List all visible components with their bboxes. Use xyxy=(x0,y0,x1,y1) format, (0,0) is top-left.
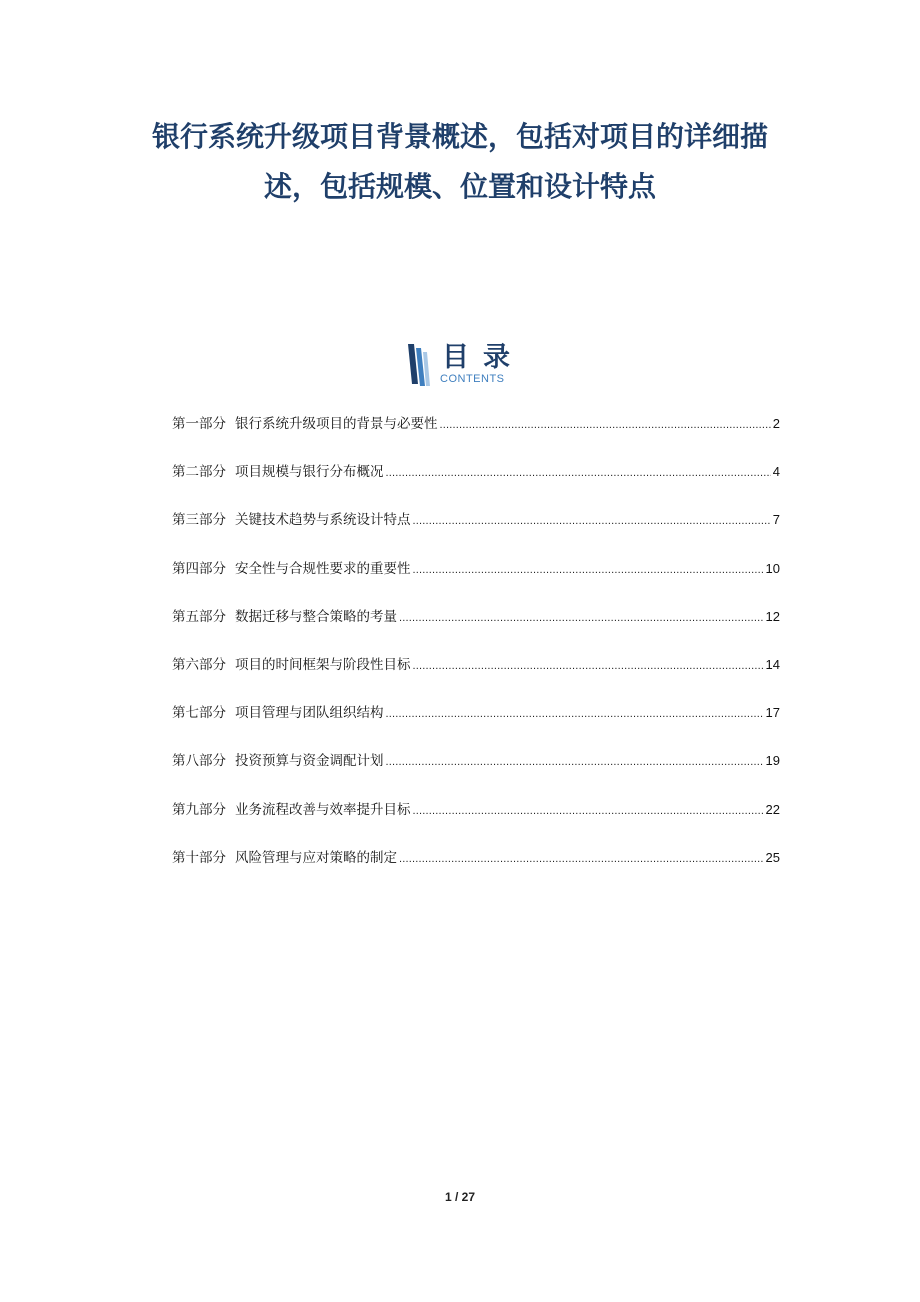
toc-entry-part: 第六部分 xyxy=(172,656,226,673)
toc-entry-page: 19 xyxy=(765,753,780,769)
toc-entry-page: 25 xyxy=(765,849,780,865)
toc-leader-dots xyxy=(386,756,764,768)
toc-entry-title: 投资预算与资金调配计划 xyxy=(235,753,384,770)
toc-heading-en: CONTENTS xyxy=(440,373,505,385)
toc-entry-page: 7 xyxy=(772,512,780,528)
toc-entry-2[interactable] xyxy=(172,460,780,508)
document-title-line-2: 述，包括规模、位置和设计特点 xyxy=(263,170,656,203)
toc-entry-title: 银行系统升级项目的背景与必要性 xyxy=(235,416,438,432)
toc-entry-part: 第三部分 xyxy=(172,512,226,529)
toc-entry-title: 关键技术趋势与系统设计特点 xyxy=(235,512,411,529)
page-number: 1 / 27 xyxy=(444,1190,476,1204)
toc-entry-title: 业务流程改善与效率提升目标 xyxy=(235,801,411,818)
toc-entry-part: 第五部分 xyxy=(172,608,226,625)
toc-entry-title: 安全性与合规性要求的重要性 xyxy=(235,560,411,577)
toc-leader-dots xyxy=(440,419,771,431)
toc-entry-part: 第二部分 xyxy=(172,464,226,481)
toc-entry-4[interactable] xyxy=(172,557,780,605)
toc-entry-page: 12 xyxy=(765,608,780,624)
toc-entry-page: 10 xyxy=(765,560,780,576)
toc-entry-5[interactable] xyxy=(172,605,780,653)
toc-entry-page: 17 xyxy=(765,705,780,721)
toc-entry-part: 第十部分 xyxy=(172,849,226,866)
toc-entry-1[interactable] xyxy=(172,412,780,460)
toc-entry-6[interactable] xyxy=(172,653,780,701)
toc-entry-7[interactable] xyxy=(172,701,780,749)
toc-entry-part: 第八部分 xyxy=(172,753,226,770)
toc-entry-page: 2 xyxy=(772,416,780,431)
toc-entry-part: 第一部分 xyxy=(172,416,226,432)
toc-entry-part: 第九部分 xyxy=(172,801,226,818)
toc-entry-title: 项目管理与团队组织结构 xyxy=(235,705,384,722)
toc-entry-page: 22 xyxy=(765,801,780,817)
toc-heading: 目录 xyxy=(442,342,524,373)
toc-entry-part: 第四部分 xyxy=(172,560,226,577)
toc-entry-9[interactable] xyxy=(172,798,780,846)
toc-leader-dots xyxy=(399,853,764,865)
book-stripes-icon xyxy=(406,342,436,386)
toc-entry-page: 14 xyxy=(765,656,780,672)
toc-leader-dots xyxy=(413,564,764,576)
toc-entry-10[interactable] xyxy=(172,846,780,894)
toc-leader-dots xyxy=(413,515,771,527)
toc-list xyxy=(172,412,780,894)
toc-entry-8[interactable] xyxy=(172,749,780,797)
toc-leader-dots xyxy=(413,805,764,817)
document-title xyxy=(110,112,810,212)
toc-leader-dots xyxy=(386,708,764,720)
toc-entry-part: 第七部分 xyxy=(172,705,226,722)
toc-entry-page: 4 xyxy=(772,464,780,480)
toc-entry-title: 项目规模与银行分布概况 xyxy=(235,464,384,481)
toc-entry-title: 项目的时间框架与阶段性目标 xyxy=(235,656,411,673)
toc-entry-3[interactable] xyxy=(172,508,780,556)
toc-header xyxy=(406,342,536,392)
toc-entry-title: 数据迁移与整合策略的考量 xyxy=(235,608,397,625)
toc-entry-title: 风险管理与应对策略的制定 xyxy=(235,849,397,866)
document-title-line-1: 银行系统升级项目背景概述，包括对项目的详细描 xyxy=(151,120,768,153)
toc-leader-dots xyxy=(386,467,771,479)
toc-leader-dots xyxy=(399,612,764,624)
toc-leader-dots xyxy=(413,660,764,672)
